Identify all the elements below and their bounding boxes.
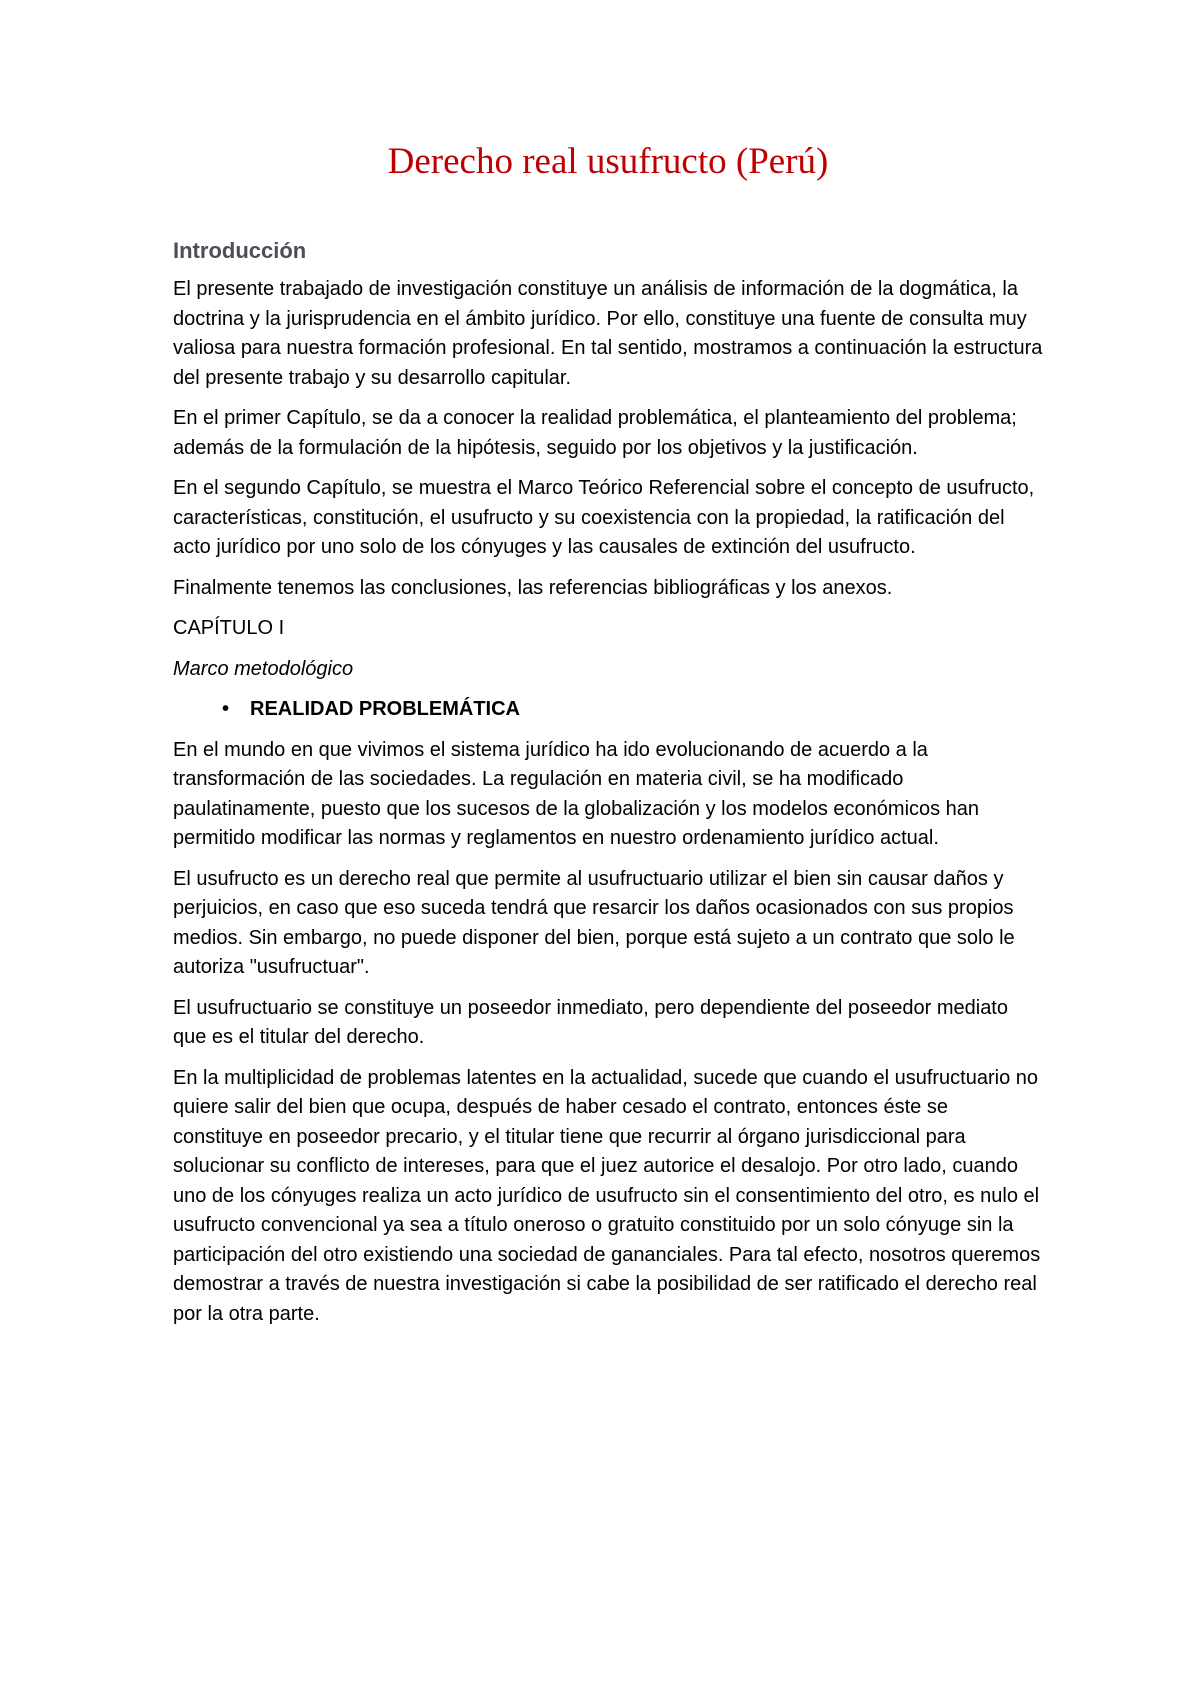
chapter-label: CAPÍTULO I	[173, 617, 285, 640]
body-paragraph: En el mundo en que vivimos el sistema jurídico ha ido evolucionando de acuerdo a la transformación de las sociedades. La regulación en materia civil, se ha modificado paulatinamente, puesto que los sucesos de la globalización y los modelos económicos han permitido modificar las normas y reglamentos en nuestro ordenamiento jurídico actual.	[173, 738, 980, 850]
bullet-list	[173, 695, 1043, 725]
body-paragraph: El usufructuario se constituye un poseedor inmediato, pero dependiente del poseedor mediato que es el titular del derecho.	[173, 996, 1008, 1049]
intro-paragraph: Finalmente tenemos las conclusiones, las referencias bibliográficas y los anexos.	[173, 576, 893, 599]
bullet-icon: •	[222, 698, 230, 721]
document-title: Derecho real usufructo (Perú)	[387, 141, 829, 182]
intro-paragraph: En el segundo Capítulo, se muestra el Marco Teórico Referencial sobre el concepto de usufructo, características, constitución, el usufructo y su coexistencia con la propiedad, la ratificación del acto jurídico por uno solo de los cónyuges y las causales de extinción del usufructo.	[173, 477, 1035, 559]
intro-paragraph: En el primer Capítulo, se da a conocer la realidad problemática, el planteamiento del problema; además de la formulación de la hipótesis, seguido por los objetivos y la justificación.	[173, 407, 1017, 459]
chapter-subtitle: Marco metodológico	[173, 657, 354, 680]
intro-paragraph: El presente trabajado de investigación constituye un análisis de información de la dogmática, la doctrina y la jurisprudencia en el ámbito jurídico. Por ello, constituye una fuente de consulta muy valiosa para nuestra formación profesional. En tal sentido, mostramos a continuación la estructura del presente trabajo y su desarrollo capitular.	[173, 278, 1043, 389]
document-body	[173, 140, 1043, 1340]
bullet-item	[173, 695, 1043, 725]
body-paragraph: El usufructo es un derecho real que permite al usufructuario utilizar el bien sin causar daños y perjuicios, en caso que eso suceda tendrá que resarcir los daños ocasionados con sus propios medios. Sin embargo, no puede disponer del bien, porque está sujeto a un contrato que solo le autoriza "usufructuar".	[173, 867, 1015, 979]
bullet-item-label: REALIDAD PROBLEMÁTICA	[250, 698, 520, 721]
intro-heading: Introducción	[173, 238, 307, 264]
body-paragraph: En la multiplicidad de problemas latentes en la actualidad, sucede que cuando el usufructuario no quiere salir del bien que ocupa, después de haber cesado el contrato, entonces éste se constituye en poseedor precario, y el titular tiene que recurrir al órgano jurisdiccional para solucionar su conflicto de intereses, para que el juez autorice el desalojo. Por otro lado, cuando uno de los cónyuges realiza un acto jurídico de usufructo sin el consentimiento del otro, es nulo el usufructo convencional ya sea a título oneroso o gratuito constituido por un solo cónyuge sin la participación del otro existiendo una sociedad de gananciales. Para tal efecto, nosotros queremos demostrar a través de nuestra investigación si cabe la posibilidad de ser ratificado el derecho real por la otra parte.	[173, 1066, 1041, 1325]
